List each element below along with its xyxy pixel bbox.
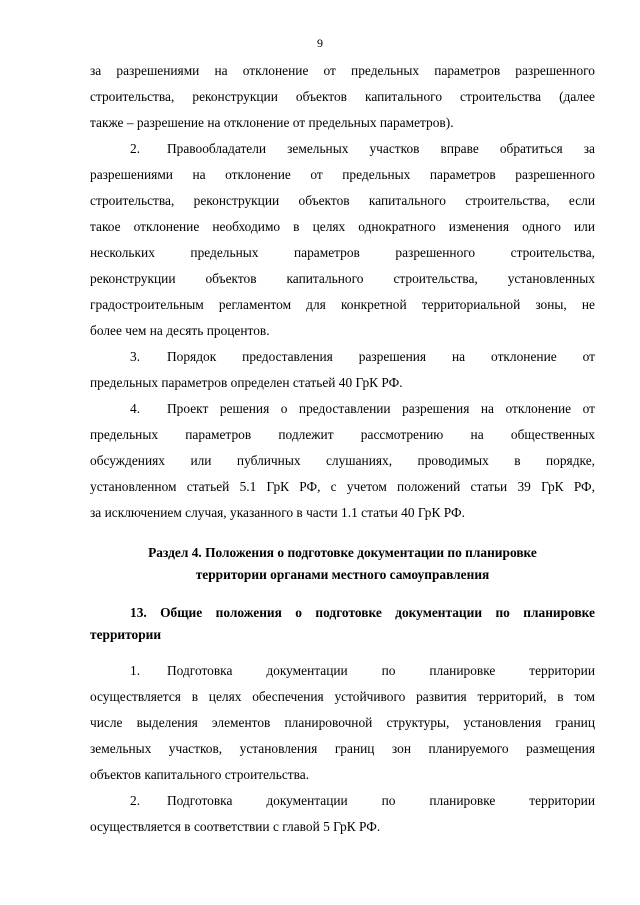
spacer (90, 646, 595, 658)
list-item-number: 1. (130, 663, 141, 678)
list-item-first-line (90, 396, 595, 422)
list-item-text: Порядок предоставления разрешения на отклонение от (167, 349, 595, 364)
spacer (90, 526, 595, 542)
paragraph-line: реконструкции объектов капитального строительства, установленных (90, 271, 595, 286)
document-body (90, 58, 595, 840)
article-heading: 13. Общие положения о подготовке документации по планировке (130, 605, 595, 620)
paragraph-line: осуществляется в соответствии с главой 5 ГрК РФ. (90, 819, 381, 834)
list-item-text: Правообладатели земельных участков вправе обратиться за (167, 141, 595, 156)
section-heading: Раздел 4. Положения о подготовке документации по планировке (148, 545, 537, 560)
paragraph-line: осуществляется в целях обеспечения устойчивого развития территорий, в том (90, 689, 595, 704)
list-item-number: 3. (130, 349, 141, 364)
paragraph-line: установленном статьей 5.1 ГрК РФ, с учетом положений статьи 39 ГрК РФ, (90, 479, 595, 494)
paragraph-line: также – разрешение на отклонение от предельных параметров). (90, 115, 454, 130)
paragraph-line: предельных параметров определен статьей 40 ГрК РФ. (90, 375, 403, 390)
paragraph-line: градостроительным регламентом для конкретной территориальной зоны, не (90, 297, 595, 312)
paragraph-line: земельных участков, установления границ зон планируемого размещения (90, 741, 595, 756)
list-item-first-line (90, 136, 595, 162)
list-item-text: Подготовка документации по планировке территории (167, 663, 595, 678)
list-item-first-line (90, 658, 595, 684)
list-item-first-line (90, 344, 595, 370)
paragraph-line: объектов капитального строительства. (90, 767, 310, 782)
paragraph-line: за исключением случая, указанного в части 1.1 статьи 40 ГрК РФ. (90, 505, 465, 520)
list-item-text: Подготовка документации по планировке территории (167, 793, 595, 808)
paragraph-line: числе выделения элементов планировочной структуры, установления границ (90, 715, 595, 730)
article-heading: территории (90, 627, 162, 642)
list-item-first-line (90, 788, 595, 814)
page-number: 9 (317, 36, 323, 50)
spacer (90, 586, 595, 602)
list-item-number: 2. (130, 141, 141, 156)
paragraph-line: за разрешениями на отклонение от предельных параметров разрешенного (90, 63, 595, 78)
paragraph-line: предельных параметров подлежит рассмотрению на общественных (90, 427, 595, 442)
list-item-number: 4. (130, 401, 141, 416)
paragraph-line: более чем на десять процентов. (90, 323, 270, 338)
paragraph-line: разрешениями на отклонение от предельных параметров разрешенного (90, 167, 595, 182)
paragraph-line: строительства, реконструкции объектов капитального строительства (далее (90, 89, 595, 104)
list-item-number: 2. (130, 793, 141, 808)
section-heading: территории органами местного самоуправления (195, 567, 490, 582)
list-item-text: Проект решения о предоставлении разрешения на отклонение от (167, 401, 595, 416)
paragraph-line: строительства, реконструкции объектов капитального строительства, если (90, 193, 595, 208)
paragraph-line: такое отклонение необходимо в целях однократного изменения одного или (90, 219, 595, 234)
paragraph-line: обсуждениях или публичных слушаниях, проводимых в порядке, (90, 453, 595, 468)
paragraph-line: нескольких предельных параметров разрешенного строительства, (90, 245, 595, 260)
